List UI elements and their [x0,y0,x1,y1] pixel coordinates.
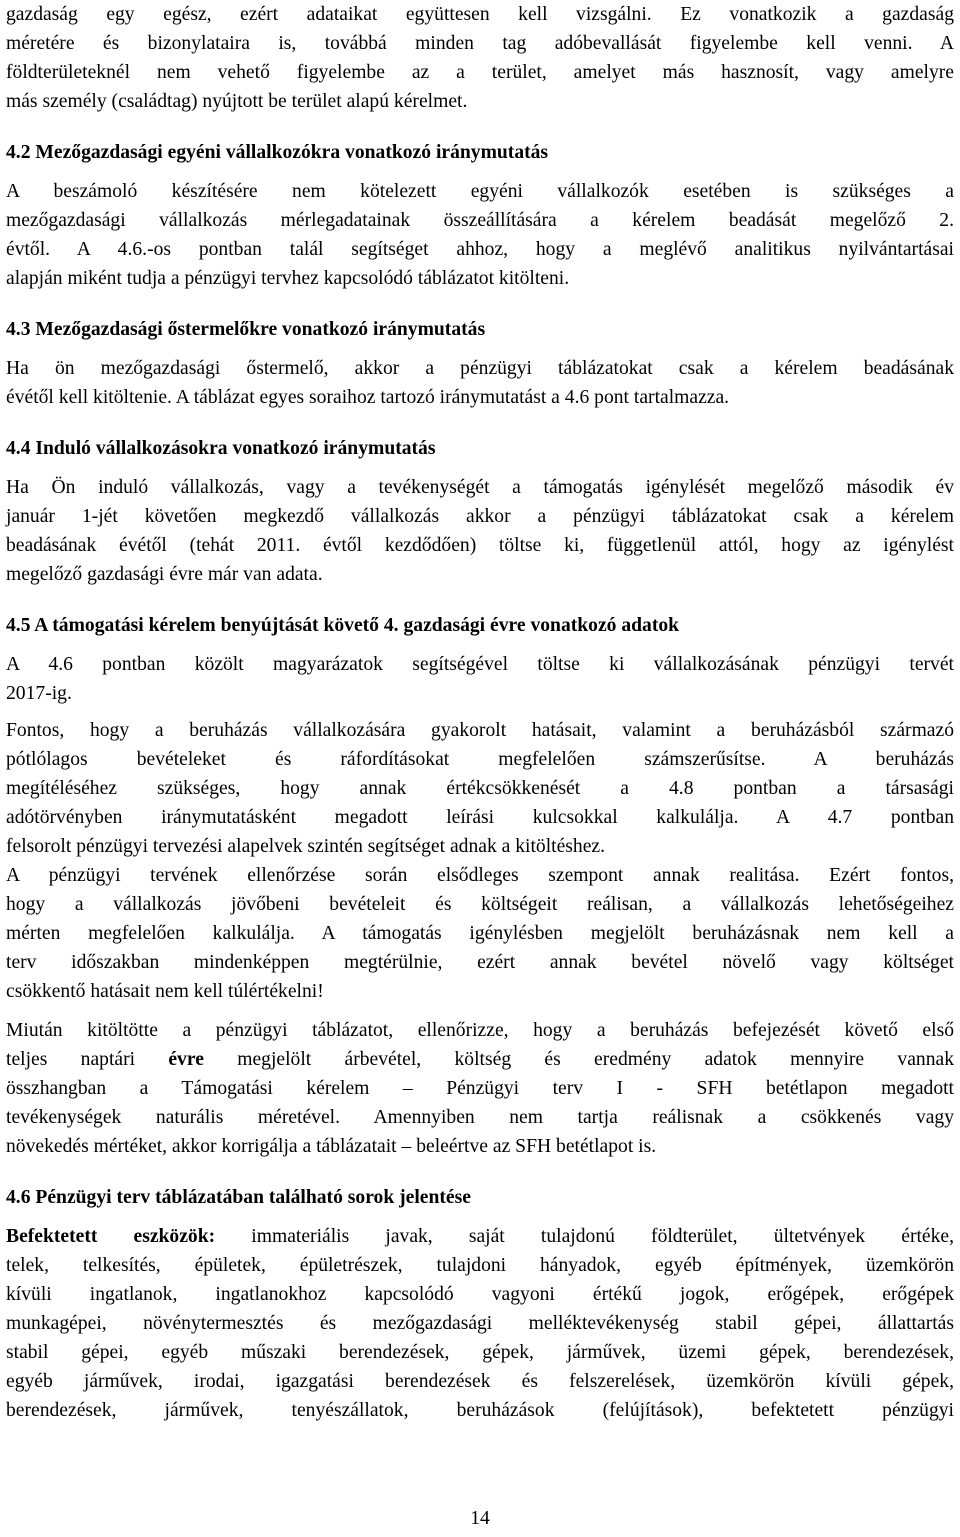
section-4-6-paragraph [6,1222,954,1425]
text-line: A 4.6 pontban közölt magyarázatok segítségével töltse ki vállalkozásának pénzügyi tervét [6,654,954,675]
emphasis-text: évre [168,1049,204,1070]
intro-paragraph [6,0,954,116]
section-4-5-paragraph-3 [6,861,954,1006]
text-line [6,1045,954,1074]
text-line: beadásának évétől (tehát 2011. évtől kezdődően) töltse ki, függetlenül attól, hogy az igénylést [6,535,954,556]
text-line: Fontos, hogy a beruházás vállalkozására gyakorolt hatásait, valamint a beruházásból származó [6,720,954,741]
text-line: gazdaság egy egész, ezért adataikat együttesen kell vizsgálni. Ez vonatkozik a gazdaság [6,4,954,25]
text-line: mérten megfelelően kalkulálja. A támogatás igénylésben megjelölt beruházásnak nem kell a [6,923,954,944]
text-span: megjelölt árbevétel, költség és eredmény adatok mennyire vannak [203,1049,954,1070]
section-heading-4-6: 4.6 Pénzügyi terv táblázatában található sorok jelentése [6,1187,471,1208]
text-line: kívüli ingatlanok, ingatlanokhoz kapcsolódó vagyoni értékű jogok, erőgépek, erőgépek [6,1284,954,1305]
section-4-4-paragraph [6,473,954,589]
text-line: 2017-ig. [6,683,72,704]
text-line: január 1-jét követően megkezdő vállalkozás akkor a pénzügyi táblázatokat csak a kérelem [6,506,954,527]
term-label: Befektetett eszközök: [6,1226,216,1247]
section-heading-4-5: 4.5 A támogatási kérelem benyújtását követő 4. gazdasági évre vonatkozó adatok [6,615,680,636]
text-line: pótlólagos bevételeket és ráfordításokat megfelelően számszerűsítse. A beruházás [6,749,954,770]
text-line: stabil gépei, egyéb műszaki berendezések, gépek, járművek, üzemi gépek, berendezések, [6,1342,954,1363]
section-4-2-paragraph [6,177,954,293]
text-line: Ha ön mezőgazdasági őstermelő, akkor a pénzügyi táblázatokat csak a kérelem beadásának [6,358,954,379]
text-line: földterületeknél nem vehető figyelembe az a terület, amelyet más hasznosít, vagy amelyre [6,62,954,83]
text-line [6,1222,954,1251]
text-line: méretére és bizonylataira is, továbbá minden tag adóbevallását figyelembe kell venni. A [6,33,954,54]
section-4-5-paragraph-4 [6,1016,954,1161]
section-heading-4-4: 4.4 Induló vállalkozásokra vonatkozó iránymutatás [6,438,436,459]
text-line: megelőző gazdasági évre már van adata. [6,564,323,585]
text-line: felsorolt pénzügyi tervezési alapelvek szintén segítséget adnak a kitöltéshez. [6,836,606,857]
section-4-5-paragraph-1 [6,650,954,708]
text-line: mezőgazdasági vállalkozás mérlegadatainak összeállítására a kérelem beadását megelőző 2. [6,210,954,231]
text-line: telek, telkesítés, épületek, épületrészek, tulajdoni hányadok, egyéb építmények, üzemkörön [6,1255,954,1276]
text-line: tevékenységek naturális méretével. Amennyiben nem tartja reálisnak a csökkenés vagy [6,1107,954,1128]
text-line: megítéléséhez szükséges, hogy annak értékcsökkenését a 4.8 pontban a társasági [6,778,954,799]
text-line: alapján miként tudja a pénzügyi tervhez kapcsolódó táblázatot kitölteni. [6,268,570,289]
text-span: immateriális javak, saját tulajdonú földterület, ültetvények értéke, [215,1226,954,1247]
section-heading-4-3: 4.3 Mezőgazdasági őstermelőkre vonatkozó iránymutatás [6,319,486,340]
text-line: A pénzügyi tervének ellenőrzése során elsődleges szempont annak realitása. Ezért fontos, [6,865,954,886]
text-span: teljes naptári [6,1049,169,1070]
page-number: 14 [470,1508,490,1529]
text-line: egyéb járművek, irodai, igazgatási berendezések és felszerelések, üzemkörön kívüli gépek, [6,1371,954,1392]
text-line: terv időszakban mindenképpen megtérülnie, ezért annak bevétel növelő vagy költséget [6,952,954,973]
text-line: hogy a vállalkozás jövőbeni bevételeit és költségeit reálisan, a vállalkozás lehetőségeihez [6,894,954,915]
text-line: összhangban a Támogatási kérelem – Pénzügyi terv I - SFH betétlapon megadott [6,1078,954,1099]
text-line: évtől. A 4.6.-os pontban talál segítséget ahhoz, hogy a meglévő analitikus nyilvántartásai [6,239,954,260]
text-line: munkagépei, növénytermesztés és mezőgazdasági melléktevékenység stabil gépei, állattartás [6,1313,954,1334]
text-line: más személy (családtag) nyújtott be terület alapú kérelmet. [6,91,468,112]
text-line: berendezések, járművek, tenyészállatok, beruházások (felújítások), befektetett pénzügyi [6,1400,954,1421]
text-line: adótörvényben iránymutatásként megadott leírási kulcsokkal kalkulálja. A 4.7 pontban [6,807,954,828]
section-4-5-paragraph-2 [6,716,954,861]
text-line: Ha Ön induló vállalkozás, vagy a tevékenységét a támogatás igénylését megelőző második év [6,477,954,498]
text-line: évétől kell kitöltenie. A táblázat egyes soraihoz tartozó iránymutatást a 4.6 pont tartalmazza. [6,387,730,408]
text-line: csökkentő hatásait nem kell túlértékelni! [6,981,324,1002]
text-line: növekedés mértéket, akkor korrigálja a táblázatait – beleértve az SFH betétlapot is. [6,1136,657,1157]
text-line: Miután kitöltötte a pénzügyi táblázatot, ellenőrizze, hogy a beruházás befejezését követő első [6,1020,954,1041]
section-4-3-paragraph [6,354,954,412]
text-line: A beszámoló készítésére nem kötelezett egyéni vállalkozók esetében is szükséges a [6,181,954,202]
document-page [6,0,954,1425]
section-heading-4-2: 4.2 Mezőgazdasági egyéni vállalkozókra vonatkozó iránymutatás [6,142,549,163]
